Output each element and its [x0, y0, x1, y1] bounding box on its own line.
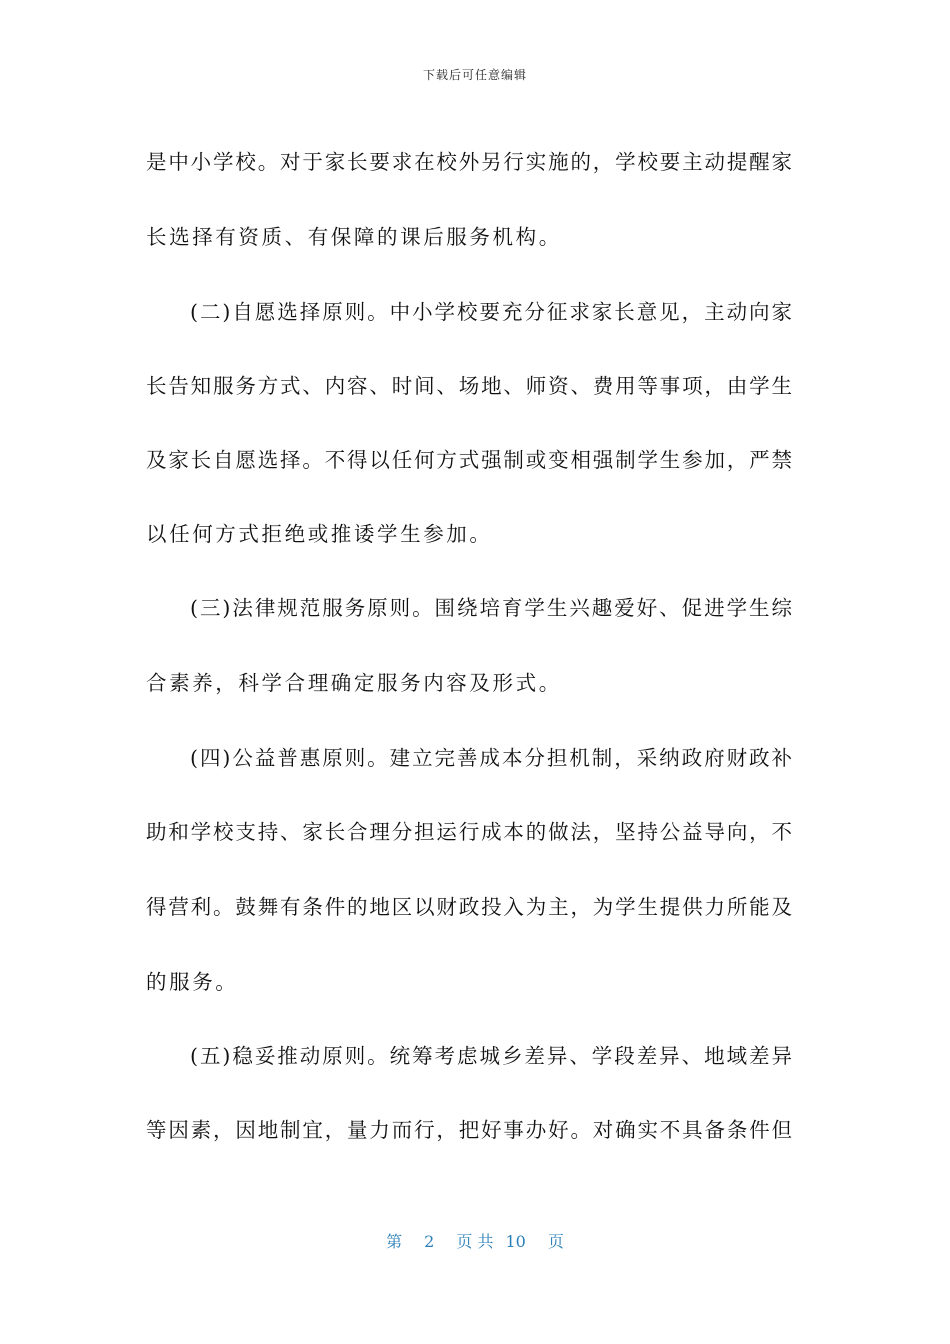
paragraph-heading-line: (三)法律规范服务原则。围绕培育学生兴趣爱好、促进学生综 — [190, 596, 792, 620]
footer-ye-gong: 页 共 — [456, 1232, 494, 1251]
footer-di: 第 — [386, 1232, 403, 1251]
text-line: 长选择有资质、有保障的课后服务机构。 — [146, 225, 562, 249]
text-line: 长告知服务方式、内容、时间、场地、师资、费用等事项，由学生 — [146, 374, 792, 398]
text-line: 的服务。 — [146, 970, 239, 994]
paragraph-heading-line: (四)公益普惠原则。建立完善成本分担机制，采纳政府财政补 — [190, 746, 792, 770]
text-line: 及家长自愿选择。不得以任何方式强制或变相强制学生参加，严禁 — [146, 448, 792, 472]
page-header: 下载后可任意编辑 — [422, 68, 527, 82]
footer-total-pages: 10 — [505, 1232, 526, 1251]
text-line: 合素养，科学合理确定服务内容及形式。 — [146, 671, 562, 695]
footer-ye: 页 — [547, 1232, 564, 1251]
paragraph-heading-line: (五)稳妥推动原则。统筹考虑城乡差异、学段差异、地域差异 — [190, 1044, 792, 1068]
text-line: 等因素，因地制宜，量力而行，把好事办好。对确实不具备条件但 — [146, 1118, 792, 1142]
page-footer — [0, 1229, 950, 1252]
text-line: 助和学校支持、家长合理分担运行成本的做法，坚持公益导向，不 — [146, 820, 792, 844]
text-line: 得营利。鼓舞有条件的地区以财政投入为主，为学生提供力所能及 — [146, 895, 792, 919]
paragraph-heading-line: (二)自愿选择原则。中小学校要充分征求家长意见，主动向家 — [190, 300, 792, 324]
footer-page-number: 2 — [424, 1232, 435, 1251]
text-line: 是中小学校。对于家长要求在校外另行实施的，学校要主动提醒家 — [146, 150, 792, 174]
text-line: 以任何方式拒绝或推诿学生参加。 — [146, 522, 493, 546]
